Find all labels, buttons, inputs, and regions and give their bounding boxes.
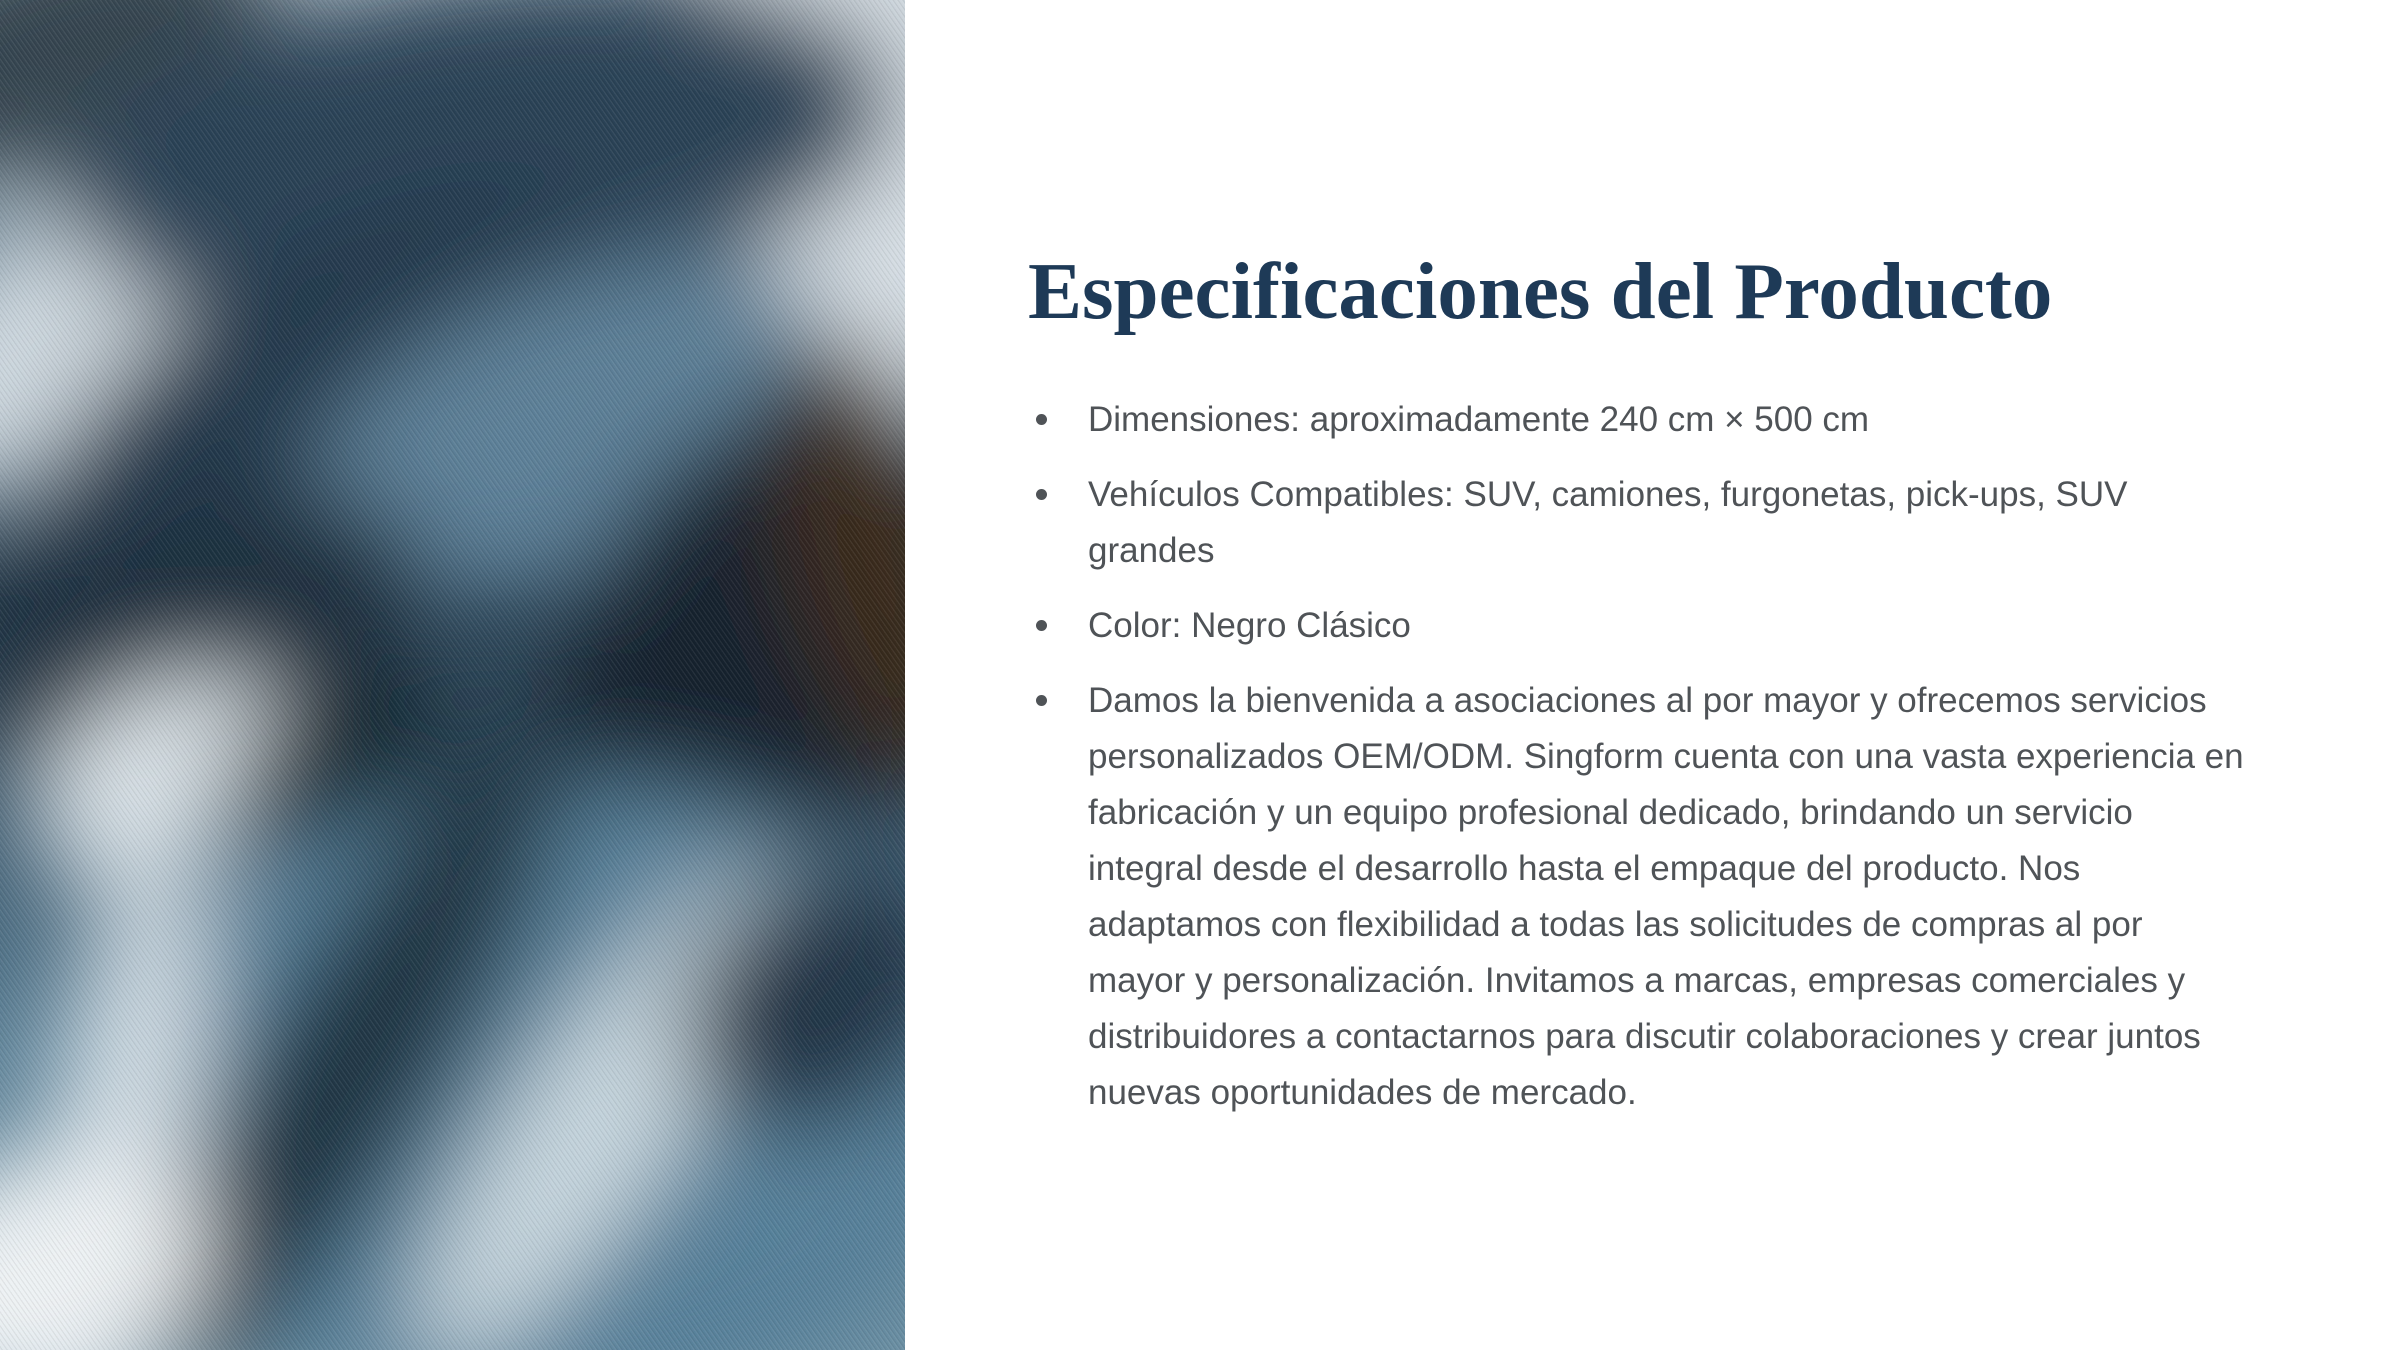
list-item-color	[1028, 598, 2245, 654]
list-item-dimensions	[1028, 392, 2245, 448]
product-image-panel	[0, 0, 905, 1350]
list-item-vehicles	[1028, 467, 2245, 579]
bullet-text: Vehículos Compatibles: SUV, camiones, furgonetas, pick-ups, SUV grandes	[1088, 475, 2128, 570]
bullet-marker-icon	[1036, 620, 1047, 631]
page-title: Especificaciones del Producto	[1028, 246, 2053, 336]
bullet-marker-icon	[1036, 414, 1047, 425]
bullet-text: Dimensiones: aproximadamente 240 cm × 500 cm	[1088, 400, 1870, 439]
spec-list	[1028, 392, 2245, 1121]
bullet-text: Damos la bienvenida a asociaciones al por mayor y ofrecemos servicios personalizados OEM/ODM. Singform cuenta con una vasta experiencia en fabricación y un equipo profesional dedicado, brindando un servicio integral desde el desarrollo hasta el empaque del producto. Nos adaptamos con flexibilidad a todas las solicitudes de compras al por mayor y personalización. Invitamos a marcas, empresas comerciales y distribuidores a contactarnos para discutir colaboraciones y crear juntos nuevas oportunidades de mercado.	[1088, 681, 2244, 1112]
content-panel	[905, 0, 2400, 1350]
bullet-text: Color: Negro Clásico	[1088, 606, 1411, 645]
list-item-wholesale	[1028, 673, 2245, 1121]
silk-fabric-image	[0, 0, 905, 1350]
bullet-marker-icon	[1036, 489, 1047, 500]
bullet-marker-icon	[1036, 695, 1047, 706]
